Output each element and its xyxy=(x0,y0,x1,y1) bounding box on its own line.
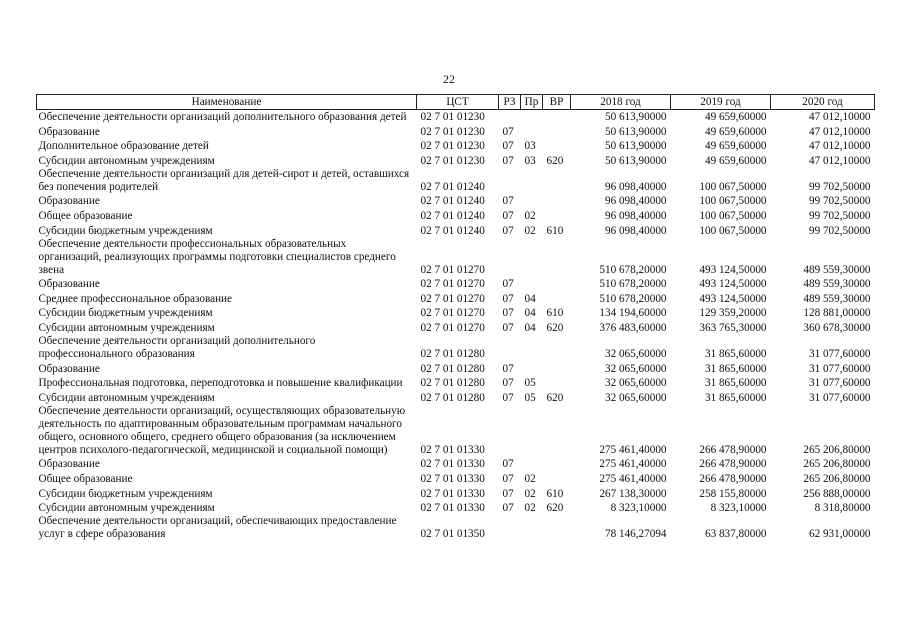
header-2019: 2019 год xyxy=(671,95,771,110)
cell-cst: 02 7 01 01350 xyxy=(420,528,485,541)
cell-cst: 02 7 01 01240 xyxy=(420,180,485,193)
cell-2019: 49 659,60000 xyxy=(704,111,767,124)
cell-rz: 07 xyxy=(502,210,514,223)
cell-2019: 129 359,20000 xyxy=(699,307,767,320)
cell-cst: 02 7 01 01270 xyxy=(420,278,485,291)
cell-2019: 31 865,60000 xyxy=(704,362,767,375)
header-rz: РЗ xyxy=(499,95,521,110)
cell-rz: 07 xyxy=(502,140,514,153)
cell-pr: 02 xyxy=(524,487,536,500)
cell-pr xyxy=(521,168,543,194)
cell-pr: 02 xyxy=(524,210,536,223)
cell-rz: 07 xyxy=(502,125,514,138)
cell-cst: 02 7 01 01330 xyxy=(420,487,485,500)
cell-2019: 49 659,60000 xyxy=(704,125,767,138)
cell-2018: 267 138,30000 xyxy=(599,487,667,500)
cell-2020: 99 702,50000 xyxy=(808,180,871,193)
budget-table xyxy=(36,94,875,541)
page-number: 22 xyxy=(443,72,455,86)
cell-2018: 96 098,40000 xyxy=(604,195,667,208)
table-row xyxy=(37,515,875,541)
table-row xyxy=(37,168,875,194)
table-row xyxy=(37,277,875,292)
cell-2020: 489 559,30000 xyxy=(803,263,871,276)
cell-vr: 610 xyxy=(546,307,564,320)
table-row xyxy=(37,194,875,209)
cell-vr xyxy=(543,361,571,376)
table-row xyxy=(37,306,875,321)
cell-2018: 8 323,10000 xyxy=(610,502,667,515)
cell-name: Обеспечение деятельности профессиональных образовательных организаций, реализующих программы подготовки специалистов среднего звена xyxy=(38,237,396,276)
cell-rz: 07 xyxy=(502,391,514,404)
cell-pr: 02 xyxy=(524,502,536,515)
cell-2020: 99 702,50000 xyxy=(808,195,871,208)
cell-2020: 256 888,00000 xyxy=(803,487,871,500)
cell-vr xyxy=(543,139,571,154)
cell-2019: 266 478,90000 xyxy=(699,473,767,485)
cell-2020: 47 012,10000 xyxy=(808,154,871,167)
table-row xyxy=(37,390,875,405)
cell-2019: 363 765,30000 xyxy=(699,322,767,335)
cell-2018: 510 678,20000 xyxy=(599,263,667,276)
cell-2018: 50 613,90000 xyxy=(604,125,667,138)
cell-2020: 128 881,00000 xyxy=(803,307,871,320)
cell-pr xyxy=(521,361,543,376)
cell-vr xyxy=(543,168,571,194)
cell-2019: 31 865,60000 xyxy=(704,391,767,404)
cell-2019: 266 478,90000 xyxy=(699,443,767,456)
cell-cst: 02 7 01 01240 xyxy=(420,195,485,208)
cell-rz: 07 xyxy=(502,278,514,291)
table-row xyxy=(37,208,875,223)
cell-rz xyxy=(499,168,521,194)
cell-2018: 134 194,60000 xyxy=(599,307,667,320)
cell-pr xyxy=(521,457,543,472)
cell-rz: 07 xyxy=(502,502,514,515)
cell-cst: 02 7 01 01270 xyxy=(420,263,485,276)
table-row xyxy=(37,110,875,125)
cell-2018: 50 613,90000 xyxy=(604,140,667,153)
cell-name: Среднее профессиональное образование xyxy=(38,292,233,305)
cell-2019: 63 837,80000 xyxy=(704,528,767,541)
header-2020: 2020 год xyxy=(771,95,875,110)
cell-pr: 02 xyxy=(524,224,536,237)
cell-name: Дополнительное образование детей xyxy=(38,140,209,153)
cell-rz xyxy=(499,515,521,541)
cell-vr xyxy=(543,238,571,277)
cell-rz: 07 xyxy=(502,322,514,335)
table-row xyxy=(37,335,875,361)
cell-cst: 02 7 01 01230 xyxy=(420,140,485,153)
cell-cst: 02 7 01 01330 xyxy=(420,458,485,471)
header-pr: Пр xyxy=(521,95,543,110)
cell-vr xyxy=(543,110,571,125)
table-header xyxy=(37,95,875,110)
cell-2020: 99 702,50000 xyxy=(808,210,871,223)
cell-2020: 31 077,60000 xyxy=(808,362,871,375)
cell-name: Обеспечение деятельности организаций дополнительного образования детей xyxy=(38,111,407,124)
cell-pr xyxy=(521,194,543,209)
cell-2020: 489 559,30000 xyxy=(803,278,871,291)
cell-vr xyxy=(543,277,571,292)
cell-name: Субсидии бюджетным учреждениям xyxy=(38,487,213,500)
cell-cst: 02 7 01 01330 xyxy=(420,473,485,485)
cell-rz: 07 xyxy=(502,292,514,305)
cell-cst: 02 7 01 01270 xyxy=(420,292,485,305)
table-row xyxy=(37,361,875,376)
cell-2020: 31 077,60000 xyxy=(808,391,871,404)
cell-rz: 07 xyxy=(502,224,514,237)
table-row xyxy=(37,223,875,238)
cell-name: Образование xyxy=(38,195,100,208)
cell-pr: 05 xyxy=(524,391,536,404)
cell-pr: 02 xyxy=(524,473,536,485)
cell-2019: 49 659,60000 xyxy=(704,140,767,153)
cell-cst: 02 7 01 01280 xyxy=(420,362,485,375)
cell-2019: 493 124,50000 xyxy=(699,263,767,276)
cell-2018: 275 461,40000 xyxy=(599,458,667,471)
cell-pr xyxy=(521,405,543,457)
cell-name: Обеспечение деятельности организаций, осуществляющих образовательную деятельность по адаптированным образовательным программам начального общего, основного общего, среднего общего образования (за исключением центров психолого-педагогической, медицинской и социальной помощи) xyxy=(38,404,406,456)
cell-2019: 493 124,50000 xyxy=(699,278,767,291)
cell-vr xyxy=(543,194,571,209)
cell-name: Субсидии автономным учреждениям xyxy=(38,322,215,335)
cell-cst: 02 7 01 01240 xyxy=(420,224,485,237)
cell-2019: 8 323,10000 xyxy=(710,502,767,515)
cell-rz xyxy=(499,110,521,125)
cell-2018: 275 461,40000 xyxy=(599,473,667,485)
cell-2019: 49 659,60000 xyxy=(704,154,767,167)
cell-rz: 07 xyxy=(502,377,514,390)
cell-2018: 50 613,90000 xyxy=(604,154,667,167)
cell-pr: 04 xyxy=(524,322,536,335)
cell-rz: 07 xyxy=(502,473,514,485)
cell-vr xyxy=(543,335,571,361)
cell-vr: 620 xyxy=(546,322,564,335)
cell-cst: 02 7 01 01280 xyxy=(420,348,485,361)
cell-pr: 04 xyxy=(524,307,536,320)
cell-2018: 376 483,60000 xyxy=(599,322,667,335)
cell-cst: 02 7 01 01240 xyxy=(420,210,485,223)
cell-2019: 100 067,50000 xyxy=(699,224,767,237)
cell-vr xyxy=(543,405,571,457)
cell-2020: 265 206,80000 xyxy=(803,443,871,456)
cell-name: Общее образование xyxy=(38,473,133,485)
cell-pr xyxy=(521,335,543,361)
cell-cst: 02 7 01 01280 xyxy=(420,391,485,404)
cell-cst: 02 7 01 01330 xyxy=(420,443,485,456)
cell-2018: 510 678,20000 xyxy=(599,278,667,291)
cell-2020: 47 012,10000 xyxy=(808,111,871,124)
cell-2019: 31 865,60000 xyxy=(704,377,767,390)
cell-2020: 99 702,50000 xyxy=(808,224,871,237)
table-row xyxy=(37,139,875,154)
cell-cst: 02 7 01 01270 xyxy=(420,307,485,320)
header-2018: 2018 год xyxy=(571,95,671,110)
cell-pr xyxy=(521,110,543,125)
cell-rz: 07 xyxy=(502,487,514,500)
cell-name: Субсидии автономным учреждениям xyxy=(38,154,215,167)
cell-rz: 07 xyxy=(502,458,514,471)
cell-2020: 31 077,60000 xyxy=(808,348,871,361)
cell-name: Обеспечение деятельности организаций для детей-сирот и детей, оставшихся без попечения родителей xyxy=(38,167,410,193)
cell-2018: 32 065,60000 xyxy=(604,377,667,390)
cell-2019: 100 067,50000 xyxy=(699,180,767,193)
cell-vr xyxy=(543,124,571,139)
cell-vr xyxy=(543,457,571,472)
header-row xyxy=(37,95,875,110)
cell-vr xyxy=(543,291,571,306)
table-row xyxy=(37,457,875,472)
cell-cst: 02 7 01 01230 xyxy=(420,111,485,124)
cell-2018: 50 613,90000 xyxy=(604,111,667,124)
table-row xyxy=(37,376,875,391)
cell-2018: 96 098,40000 xyxy=(604,180,667,193)
cell-name: Образование xyxy=(38,362,100,375)
cell-pr xyxy=(521,238,543,277)
cell-pr: 04 xyxy=(524,292,536,305)
cell-vr: 620 xyxy=(546,502,564,515)
cell-cst: 02 7 01 01230 xyxy=(420,125,485,138)
cell-cst: 02 7 01 01330 xyxy=(420,502,485,515)
cell-name: Субсидии автономным учреждениям xyxy=(38,502,215,515)
cell-rz xyxy=(499,335,521,361)
cell-vr xyxy=(543,471,571,486)
cell-2018: 510 678,20000 xyxy=(599,292,667,305)
cell-2020: 31 077,60000 xyxy=(808,377,871,390)
cell-name: Общее образование xyxy=(38,210,133,223)
cell-vr: 620 xyxy=(546,154,564,167)
cell-name: Профессиональная подготовка, переподготовка и повышение квалификации xyxy=(38,377,403,390)
cell-rz: 07 xyxy=(502,154,514,167)
cell-cst: 02 7 01 01230 xyxy=(420,154,485,167)
header-vr: ВР xyxy=(543,95,571,110)
cell-pr: 05 xyxy=(524,377,536,390)
table-row xyxy=(37,486,875,501)
cell-2019: 100 067,50000 xyxy=(699,195,767,208)
cell-vr: 620 xyxy=(546,391,564,404)
cell-rz: 07 xyxy=(502,307,514,320)
table-row xyxy=(37,471,875,486)
cell-2020: 360 678,30000 xyxy=(803,322,871,335)
header-name: Наименование xyxy=(37,95,417,110)
cell-vr xyxy=(543,376,571,391)
cell-vr: 610 xyxy=(546,224,564,237)
cell-2018: 32 065,60000 xyxy=(604,391,667,404)
table-row xyxy=(37,238,875,277)
cell-2020: 8 318,80000 xyxy=(814,502,871,515)
cell-2020: 265 206,80000 xyxy=(803,473,871,485)
cell-name: Образование xyxy=(38,278,100,291)
table-row xyxy=(37,405,875,457)
cell-vr xyxy=(543,515,571,541)
cell-2020: 62 931,00000 xyxy=(808,528,871,541)
cell-vr: 610 xyxy=(546,487,564,500)
cell-vr xyxy=(543,208,571,223)
header-cst: ЦСТ xyxy=(417,95,499,110)
cell-2019: 266 478,90000 xyxy=(699,458,767,471)
table-row xyxy=(37,153,875,168)
table-body xyxy=(37,110,875,542)
cell-2019: 100 067,50000 xyxy=(699,210,767,223)
cell-name: Образование xyxy=(38,458,100,471)
cell-cst: 02 7 01 01280 xyxy=(420,377,485,390)
cell-2019: 258 155,80000 xyxy=(699,487,767,500)
cell-pr xyxy=(521,277,543,292)
cell-pr: 03 xyxy=(524,154,536,167)
cell-pr: 03 xyxy=(524,140,536,153)
table-row xyxy=(37,320,875,335)
cell-2018: 96 098,40000 xyxy=(604,210,667,223)
cell-2020: 47 012,10000 xyxy=(808,140,871,153)
cell-name: Субсидии автономным учреждениям xyxy=(38,391,215,404)
cell-rz: 07 xyxy=(502,195,514,208)
table-row xyxy=(37,501,875,516)
cell-2020: 47 012,10000 xyxy=(808,125,871,138)
cell-2018: 78 146,27094 xyxy=(604,528,667,541)
table-row xyxy=(37,124,875,139)
cell-2018: 32 065,60000 xyxy=(604,362,667,375)
cell-name: Субсидии бюджетным учреждениям xyxy=(38,224,213,237)
cell-2020: 489 559,30000 xyxy=(803,292,871,305)
cell-2018: 96 098,40000 xyxy=(604,224,667,237)
cell-name: Обеспечение деятельности организаций дополнительного профессионального образования xyxy=(38,335,316,361)
table-row xyxy=(37,291,875,306)
cell-name: Обеспечение деятельности организаций, обеспечивающих предоставление услуг в сфере образования xyxy=(38,515,397,541)
cell-2019: 31 865,60000 xyxy=(704,348,767,361)
cell-2019: 493 124,50000 xyxy=(699,292,767,305)
cell-pr xyxy=(521,124,543,139)
cell-pr xyxy=(521,515,543,541)
cell-2018: 32 065,60000 xyxy=(604,348,667,361)
cell-name: Образование xyxy=(38,125,100,138)
cell-rz xyxy=(499,238,521,277)
cell-rz xyxy=(499,405,521,457)
cell-rz: 07 xyxy=(502,362,514,375)
cell-name: Субсидии бюджетным учреждениям xyxy=(38,307,213,320)
cell-2018: 275 461,40000 xyxy=(599,443,667,456)
cell-2020: 265 206,80000 xyxy=(803,458,871,471)
cell-cst: 02 7 01 01270 xyxy=(420,322,485,335)
